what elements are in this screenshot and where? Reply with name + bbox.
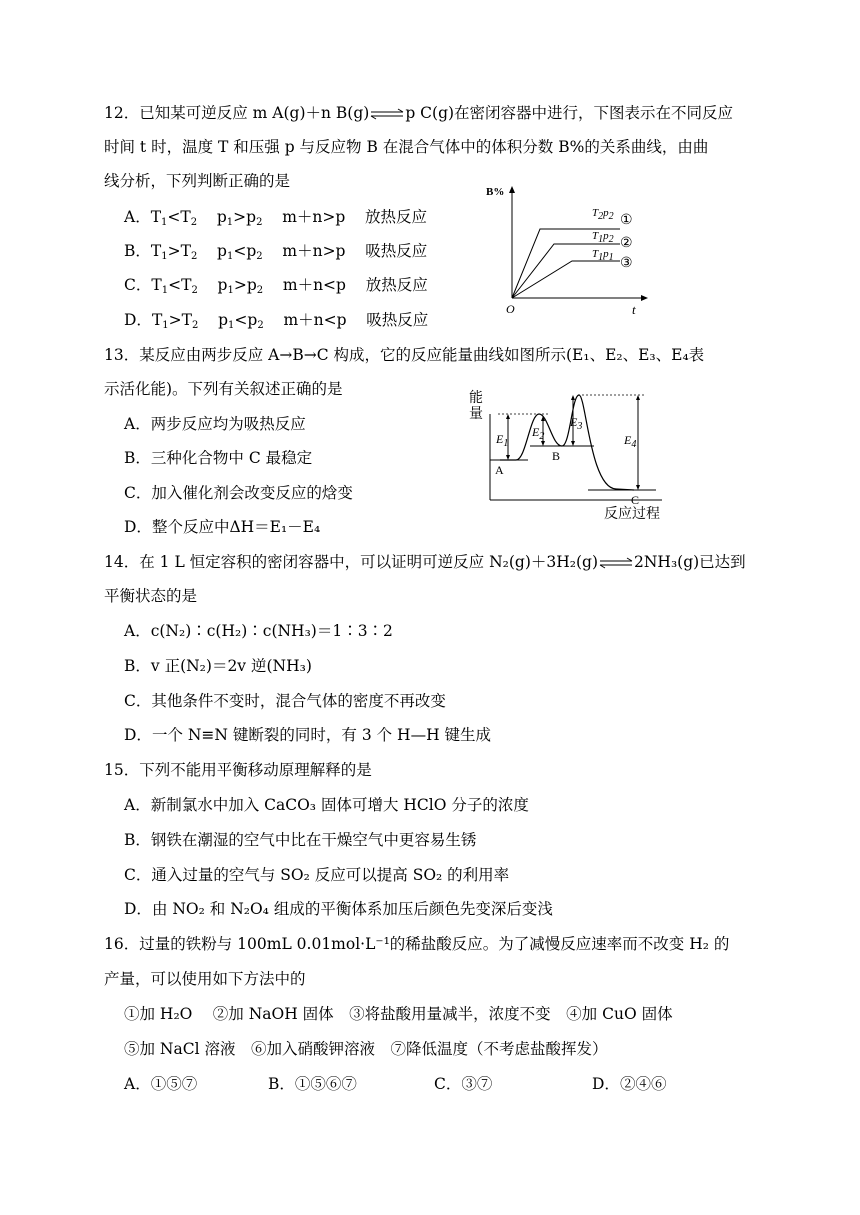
q14-stem-line1 <box>104 551 746 573</box>
q12-x-label: t <box>632 302 636 317</box>
q12-stem-line3: 线分析，下列判断正确的是 <box>104 172 291 190</box>
q12-option-a[interactable]: A．$T_1<T_2$ $p_1>p_2$ m＋n>p 放热反应 <box>124 208 428 228</box>
q16-methods-line2: ⑤加 NaCl 溶液 ⑥加入硝酸钾溶液 ⑦降低温度（不考虑盐酸挥发） <box>124 1040 608 1058</box>
q16-stem-line1-text: 过量的铁粉与 100mL 0.01mol·L⁻¹的稀盐酸反应。为了减慢反应速率而不改变 H₂ 的 <box>139 935 730 953</box>
q14-stem-part1: 在 1 L 恒定容积的密闭容器中，可以证明可逆反应 N₂(g)＋3H₂(g) <box>139 553 598 571</box>
q16-option-d[interactable]: D．②④⑥ <box>592 1075 667 1093</box>
q13-stem-line1-text: 某反应由两步反应 A→B→C 构成，它的反应能量曲线如图所示(E₁、E₂、E₃、E₄表 <box>139 346 705 364</box>
q12-number: 12． <box>104 104 140 122</box>
q16-option-b[interactable]: B．①⑤⑥⑦ <box>268 1075 357 1093</box>
q13-x-label: 反应过程 <box>604 507 660 522</box>
q14-stem-line2: 平衡状态的是 <box>104 587 198 605</box>
q15-stem-text: 下列不能用平衡移动原理解释的是 <box>139 761 372 779</box>
q14-option-c[interactable]: C．其他条件不变时，混合气体的密度不再改变 <box>124 692 446 710</box>
q16-stem-line1 <box>104 933 729 955</box>
q13-stem-line2: 示活化能)。下列有关叙述正确的是 <box>104 380 343 398</box>
q15-option-d[interactable]: D．由 NO₂ 和 N₂O₄ 组成的平衡体系加压后颜色先变深后变浅 <box>124 900 553 918</box>
q12-stem-part1: 已知某可逆反应 m A(g)＋n B(g) <box>139 104 370 122</box>
q12-stem-line1 <box>104 102 733 124</box>
q13-option-c[interactable]: C．加入催化剂会改变反应的焓变 <box>124 484 353 502</box>
q13-e2-label: $E_2$ <box>532 425 545 442</box>
q12-option-b[interactable]: B．$T_1>T_2$ $p_1<p_2$ m＋n>p 吸热反应 <box>124 242 428 262</box>
q16-stem-line2: 产量，可以使用如下方法中的 <box>104 970 306 988</box>
q13-option-d[interactable]: D．整个反应中ΔH＝E₁－E₄ <box>124 518 321 536</box>
q13-option-b[interactable]: B．三种化合物中 C 最稳定 <box>124 449 313 467</box>
q12-origin-label: O <box>506 302 515 316</box>
q13-option-a[interactable]: A．两步反应均为吸热反应 <box>124 415 306 433</box>
q15-option-c[interactable]: C．通入过量的空气与 SO₂ 反应可以提高 SO₂ 的利用率 <box>124 866 510 884</box>
q13-y-label-1: 能 <box>469 391 483 406</box>
option-label: C． <box>124 276 152 294</box>
q14-option-b[interactable]: B．v 正(N₂)＝2v 逆(NH₃) <box>124 657 312 675</box>
q14-number: 14． <box>104 553 140 571</box>
q13-e3-label: $E_3$ <box>570 415 583 432</box>
q16-option-c[interactable]: C．③⑦ <box>434 1075 493 1093</box>
option-label: B． <box>124 242 151 260</box>
q12-curve-3-label: T1p1 <box>592 248 614 263</box>
q13-y-label-2: 量 <box>469 407 483 422</box>
q12-stem-part2: p C(g)在密闭容器中进行，下图表示在不同反应 <box>405 104 734 122</box>
option-label: A． <box>124 208 151 226</box>
q13-e1-label: $E_1$ <box>496 432 509 449</box>
q15-option-b[interactable]: B．钢铁在潮湿的空气中比在干燥空气中更容易生锈 <box>124 831 477 849</box>
q13-species-a: A <box>495 463 504 477</box>
q16-option-a[interactable]: A．①⑤⑦ <box>124 1075 198 1093</box>
q13-stem-line1 <box>104 344 704 366</box>
q14-option-d[interactable]: D．一个 N≡N 键断裂的同时，有 3 个 H—H 键生成 <box>124 726 492 744</box>
option-label: D． <box>124 311 152 329</box>
q12-figure <box>484 180 654 320</box>
q12-y-label: B% <box>486 186 505 198</box>
q13-species-b: B <box>552 449 561 463</box>
q16-number: 16． <box>104 935 140 953</box>
q12-curve-1-mark: ① <box>620 213 633 228</box>
q13-figure <box>466 380 676 525</box>
q12-curve-3 <box>512 261 620 298</box>
q15-number: 15． <box>104 761 140 779</box>
q14-option-a[interactable]: A．c(N₂)∶c(H₂)∶c(NH₃)＝1∶3∶2 <box>124 622 393 640</box>
q12-curve-2-label: T1p2 <box>592 230 614 245</box>
q12-curve-2-mark: ② <box>620 236 633 251</box>
equilibrium-arrow-icon <box>599 557 633 569</box>
q13-e4-label: $E_4$ <box>624 433 637 450</box>
q13-number: 13． <box>104 346 140 364</box>
q15-stem <box>104 759 372 781</box>
q15-option-a[interactable]: A．新制氯水中加入 CaCO₃ 固体可增大 HClO 分子的浓度 <box>124 796 529 814</box>
q12-curve-3-mark: ③ <box>620 256 633 271</box>
q14-stem-part2: 2NH₃(g)已达到 <box>634 553 746 571</box>
q12-option-c[interactable]: C．$T_1<T_2$ $p_1>p_2$ m＋n<p 放热反应 <box>124 276 428 296</box>
q12-stem-line2: 时间 t 时，温度 T 和压强 p 与反应物 B 在混合气体中的体积分数 B%的关系曲线，由曲 <box>104 138 709 156</box>
q12-curve-1-label: T2p2 <box>592 207 614 222</box>
q16-methods-line1: ①加 H₂O ②加 NaOH 固体 ③将盐酸用量减半，浓度不变 ④加 CuO 固体 <box>124 1005 673 1023</box>
q13-energy-curve <box>500 395 637 490</box>
equilibrium-arrow-icon <box>370 108 404 120</box>
q12-option-d[interactable]: D．$T_1>T_2$ $p_1<p_2$ m＋n<p 吸热反应 <box>124 311 429 331</box>
q13-species-c: C <box>631 493 640 507</box>
